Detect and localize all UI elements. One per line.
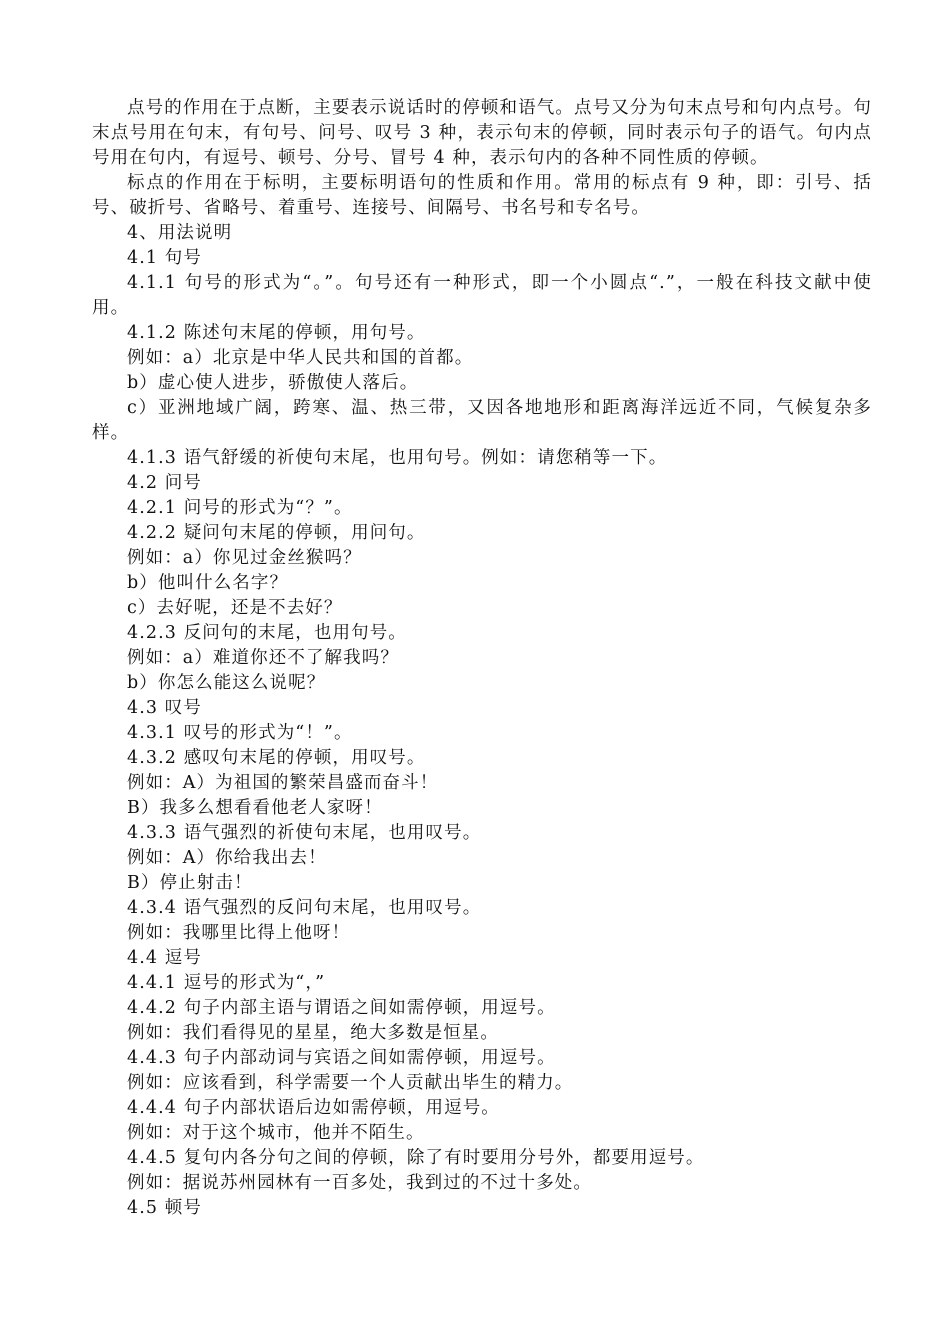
paragraph: 4.4.3 句子内部动词与宾语之间如需停顿，用逗号。	[127, 1048, 556, 1068]
example-line: 例如：a）难道你还不了解我吗？	[127, 648, 399, 668]
paragraph: 4.4.2 句子内部主语与谓语之间如需停顿，用逗号。	[127, 998, 556, 1018]
example-line: 例如：a）你见过金丝猴吗？	[127, 548, 362, 568]
paragraph: 4.1.2 陈述句末尾的停顿，用句号。	[127, 323, 426, 343]
section-heading: 4.1 句号	[127, 248, 202, 268]
paragraph: 4.3.4 语气强烈的反问句末尾，也用叹号。	[127, 898, 482, 918]
paragraph: 4.2.2 疑问句末尾的停顿，用问句。	[127, 523, 426, 543]
example-line: 例如：据说苏州园林有一百多处，我到过的不过十多处。	[127, 1173, 592, 1193]
example-line: 例如：我哪里比得上他呀！	[127, 923, 351, 943]
paragraph: 4.3.2 感叹句末尾的停顿，用叹号。	[127, 748, 426, 768]
document-page	[92, 96, 872, 1221]
paragraph: 点号的作用在于点断，主要表示说话时的停顿和语气。点号又分为句末点号和句内点号。句末点号用在句末，有句号、问号、叹号 3 种，表示句末的停顿，同时表示句子的语气。句内点号用在句内，有逗号、顿号、分号、冒号 4 种，表示句内的各种不同性质的停顿。	[92, 98, 872, 168]
example-line: 例如：A）你给我出去！	[127, 848, 327, 868]
example-line: B）我多么想看看他老人家呀！	[127, 798, 383, 818]
example-line: c）亚洲地域广阔，跨寒、温、热三带，又因各地地形和距离海洋远近不同，气候复杂多样。	[92, 398, 872, 443]
section-heading: 4.5 顿号	[127, 1198, 202, 1218]
section-heading: 4.2 问号	[127, 473, 202, 493]
section-heading: 4、用法说明	[127, 223, 233, 243]
paragraph: 4.2.1 问号的形式为“？”。	[127, 498, 353, 518]
paragraph: 标点的作用在于标明，主要标明语句的性质和作用。常用的标点有 9 种，即：引号、括号、破折号、省略号、着重号、连接号、间隔号、书名号和专名号。	[92, 173, 872, 218]
example-line: 例如：A）为祖国的繁荣昌盛而奋斗！	[127, 773, 439, 793]
example-line: 例如：对于这个城市，他并不陌生。	[127, 1123, 425, 1143]
example-line: 例如：a）北京是中华人民共和国的首都。	[127, 348, 474, 368]
example-line: b）虚心使人进步，骄傲使人落后。	[127, 373, 419, 393]
paragraph: 4.4.5 复句内各分句之间的停顿，除了有时要用分号外，都要用逗号。	[127, 1148, 705, 1168]
example-line: 例如：我们看得见的星星，绝大多数是恒星。	[127, 1023, 499, 1043]
example-line: B）停止射击！	[127, 873, 253, 893]
paragraph: 4.2.3 反问句的末尾，也用句号。	[127, 623, 407, 643]
paragraph: 4.1.3 语气舒缓的祈使句末尾，也用句号。例如：请您稍等一下。	[127, 448, 668, 468]
paragraph: 4.3.1 叹号的形式为“！”。	[127, 723, 353, 743]
example-line: 例如：应该看到，科学需要一个人贡献出毕生的精力。	[127, 1073, 574, 1093]
example-line: b）他叫什么名字？	[127, 573, 289, 593]
section-heading: 4.4 逗号	[127, 948, 202, 968]
paragraph: 4.1.1 句号的形式为“。”。句号还有一种形式，即一个小圆点“.”，一般在科技文献中使用。	[92, 273, 872, 318]
section-heading: 4.3 叹号	[127, 698, 202, 718]
example-line: b）你怎么能这么说呢？	[127, 673, 326, 693]
paragraph: 4.4.1 逗号的形式为“，”	[127, 973, 326, 993]
paragraph: 4.3.3 语气强烈的祈使句末尾，也用叹号。	[127, 823, 482, 843]
paragraph: 4.4.4 句子内部状语后边如需停顿，用逗号。	[127, 1098, 500, 1118]
example-line: c）去好呢，还是不去好？	[127, 598, 343, 618]
